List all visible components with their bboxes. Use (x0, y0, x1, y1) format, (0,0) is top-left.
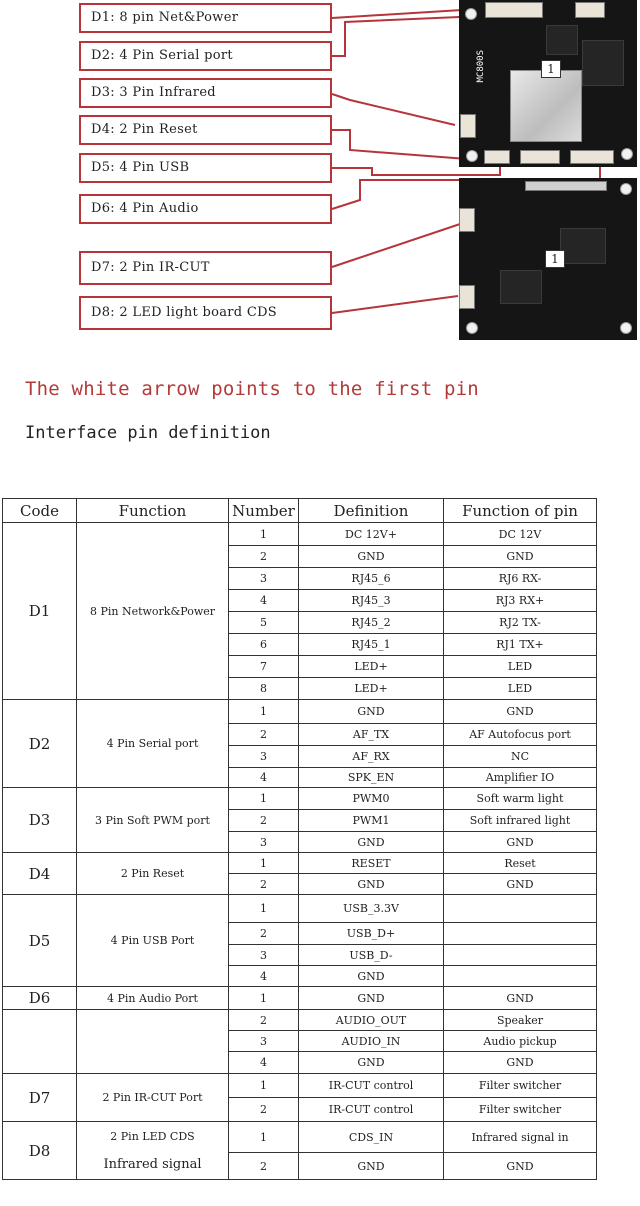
cell-pin-function: Reset (444, 853, 597, 874)
label-d2: D2: 4 Pin Serial port (79, 41, 332, 71)
cell-definition: DC 12V+ (299, 523, 444, 546)
header-number: Number (229, 499, 299, 523)
ribbon-connector (525, 181, 607, 191)
cell-definition: RJ45_3 (299, 590, 444, 612)
cell-number: 1 (229, 895, 299, 923)
table-row (3, 788, 597, 810)
cell-number: 3 (229, 832, 299, 853)
cell-definition: USB_D+ (299, 923, 444, 945)
cell-number: 4 (229, 768, 299, 788)
cell-pin-function: Amplifier IO (444, 768, 597, 788)
section-title: Interface pin definition (25, 423, 271, 443)
cell-number: 1 (229, 853, 299, 874)
cell-number: 4 (229, 590, 299, 612)
cell-code (3, 1010, 77, 1074)
cell-number: 2 (229, 1098, 299, 1122)
cell-function (77, 788, 229, 853)
function-text: 4 Pin USB Port (110, 934, 195, 947)
cell-pin-function: Audio pickup (444, 1031, 597, 1052)
cell-pin-function: Soft warm light (444, 788, 597, 810)
cell-function (77, 1074, 229, 1122)
cell-pin-function: GND (444, 832, 597, 853)
cell-function (77, 700, 229, 788)
cell-function (77, 853, 229, 895)
connector-d1 (485, 2, 543, 18)
cell-definition: USB_3.3V (299, 895, 444, 923)
table-row (3, 1122, 597, 1153)
cell-definition: IR-CUT control (299, 1098, 444, 1122)
table-header-row (3, 499, 597, 523)
function-text: 3 Pin Soft PWM port (95, 813, 210, 827)
cell-function (77, 523, 229, 700)
table-row (3, 895, 597, 923)
cell-definition: RESET (299, 853, 444, 874)
header-function: Function (77, 499, 229, 523)
chip (560, 228, 606, 264)
cell-definition: CDS_IN (299, 1122, 444, 1153)
cell-pin-function: RJ6 RX- (444, 568, 597, 590)
cell-code: D1 (3, 523, 77, 700)
cell-pin-function: Speaker (444, 1010, 597, 1031)
cell-pin-function: LED (444, 656, 597, 678)
mount-hole (465, 8, 477, 20)
connector-d2 (575, 2, 605, 18)
cell-number: 1 (229, 700, 299, 724)
cell-number: 4 (229, 966, 299, 987)
header-definition: Definition (299, 499, 444, 523)
cell-number: 3 (229, 746, 299, 768)
table-row (3, 700, 597, 724)
cell-code: D8 (3, 1122, 77, 1180)
table-row (3, 1010, 597, 1031)
cell-code: D3 (3, 788, 77, 853)
connector-d6 (570, 150, 614, 164)
mount-hole (466, 322, 478, 334)
table-row (3, 853, 597, 874)
function-text: 2 Pin IR-CUT Port (102, 1091, 203, 1104)
cell-number: 1 (229, 788, 299, 810)
cell-number: 8 (229, 678, 299, 700)
cell-pin-function: GND (444, 546, 597, 568)
cell-definition: AUDIO_IN (299, 1031, 444, 1052)
mount-hole (620, 322, 632, 334)
connector-d5 (520, 150, 560, 164)
cell-function (77, 987, 229, 1010)
cell-pin-function (444, 895, 597, 923)
cell-number: 5 (229, 612, 299, 634)
cell-pin-function: GND (444, 1052, 597, 1074)
cell-definition: GND (299, 1153, 444, 1180)
cell-number: 2 (229, 923, 299, 945)
mount-hole (621, 148, 633, 160)
connector-d3 (460, 114, 476, 138)
function-text: 4 Pin Audio Port (107, 991, 198, 1005)
cell-number: 4 (229, 1052, 299, 1074)
cell-definition: RJ45_1 (299, 634, 444, 656)
cell-definition: GND (299, 546, 444, 568)
cell-definition: GND (299, 700, 444, 724)
cell-code: D5 (3, 895, 77, 987)
pin-definition-table (2, 498, 597, 1180)
cell-number: 6 (229, 634, 299, 656)
label-d4: D4: 2 Pin Reset (79, 115, 332, 145)
cell-pin-function (444, 945, 597, 966)
header-function-of-pin: Function of pin (444, 499, 597, 523)
cell-pin-function: RJ3 RX+ (444, 590, 597, 612)
cell-definition: USB_D- (299, 945, 444, 966)
cell-number: 7 (229, 656, 299, 678)
cell-pin-function: GND (444, 874, 597, 895)
cell-definition: AF_RX (299, 746, 444, 768)
label-d1: D1: 8 pin Net&Power (79, 3, 332, 33)
cell-pin-function: GND (444, 1153, 597, 1180)
table-row (3, 987, 597, 1010)
chip (500, 270, 542, 304)
function-text: 2 Pin Reset (120, 867, 185, 880)
cell-number: 1 (229, 1074, 299, 1098)
function-text: 8 Pin Network&Power (89, 604, 216, 618)
cell-pin-function: Soft infrared light (444, 810, 597, 832)
cell-pin-function: DC 12V (444, 523, 597, 546)
label-d8: D8: 2 LED light board CDS (79, 296, 332, 330)
cell-pin-function: RJ2 TX- (444, 612, 597, 634)
cell-definition: RJ45_6 (299, 568, 444, 590)
chip (582, 40, 624, 86)
cell-code: D7 (3, 1074, 77, 1122)
cell-pin-function: LED (444, 678, 597, 700)
cell-number: 2 (229, 810, 299, 832)
arrow-note: The white arrow points to the first pin (25, 378, 479, 400)
cell-pin-function: NC (444, 746, 597, 768)
label-d3: D3: 3 Pin Infrared (79, 78, 332, 108)
cell-number: 1 (229, 987, 299, 1010)
cell-number: 2 (229, 546, 299, 568)
cell-pin-function: Infrared signal in (444, 1122, 597, 1153)
connector-d8 (459, 285, 475, 309)
cell-definition: IR-CUT control (299, 1074, 444, 1098)
chip (546, 25, 578, 55)
function-text: 2 Pin LED CDS (110, 1129, 195, 1143)
cell-definition: GND (299, 987, 444, 1010)
board-diagram (0, 0, 640, 345)
cell-number: 2 (229, 724, 299, 746)
cell-function (77, 1122, 229, 1180)
connector-d4 (484, 150, 510, 164)
cell-pin-function: GND (444, 987, 597, 1010)
label-d6: D6: 4 Pin Audio (79, 194, 332, 224)
cell-pin-function (444, 923, 597, 945)
cell-pin-function: GND (444, 700, 597, 724)
table-row (3, 1074, 597, 1098)
function-text-secondary: Infrared signal (103, 1156, 202, 1172)
heatsink (510, 70, 582, 142)
table-body (3, 523, 597, 1180)
cell-pin-function: Filter switcher (444, 1098, 597, 1122)
cell-number: 3 (229, 945, 299, 966)
cell-function (77, 1010, 229, 1074)
cell-number: 1 (229, 1122, 299, 1153)
mount-hole (620, 183, 632, 195)
cell-number: 1 (229, 523, 299, 546)
function-text: 4 Pin Serial port (106, 737, 199, 750)
cell-number: 3 (229, 568, 299, 590)
cell-definition: AF_TX (299, 724, 444, 746)
cell-definition: GND (299, 966, 444, 987)
cell-number: 2 (229, 1010, 299, 1031)
pin-one-callout: 1 (545, 250, 565, 268)
cell-pin-function: RJ1 TX+ (444, 634, 597, 656)
cell-code: D6 (3, 987, 77, 1010)
label-d7: D7: 2 Pin IR-CUT (79, 251, 332, 285)
cell-definition: SPK_EN (299, 768, 444, 788)
cell-number: 2 (229, 1153, 299, 1180)
cell-definition: GND (299, 874, 444, 895)
cell-definition: AUDIO_OUT (299, 1010, 444, 1031)
cell-definition: GND (299, 832, 444, 853)
cell-definition: RJ45_2 (299, 612, 444, 634)
table-row (3, 523, 597, 546)
cell-code: D2 (3, 700, 77, 788)
cell-code: D4 (3, 853, 77, 895)
header-code: Code (3, 499, 77, 523)
cell-definition: PWM0 (299, 788, 444, 810)
mount-hole (466, 150, 478, 162)
cell-number: 3 (229, 1031, 299, 1052)
cell-number: 2 (229, 874, 299, 895)
connector-d7 (459, 208, 475, 232)
cell-definition: GND (299, 1052, 444, 1074)
label-d5: D5: 4 Pin USB (79, 153, 332, 183)
cell-function (77, 895, 229, 987)
cell-definition: LED+ (299, 678, 444, 700)
cell-pin-function (444, 966, 597, 987)
cell-definition: PWM1 (299, 810, 444, 832)
board-model-text: MC800S (476, 50, 486, 83)
cell-pin-function: Filter switcher (444, 1074, 597, 1098)
cell-definition: LED+ (299, 656, 444, 678)
cell-pin-function: AF Autofocus port (444, 724, 597, 746)
pin-one-callout: 1 (541, 60, 561, 78)
